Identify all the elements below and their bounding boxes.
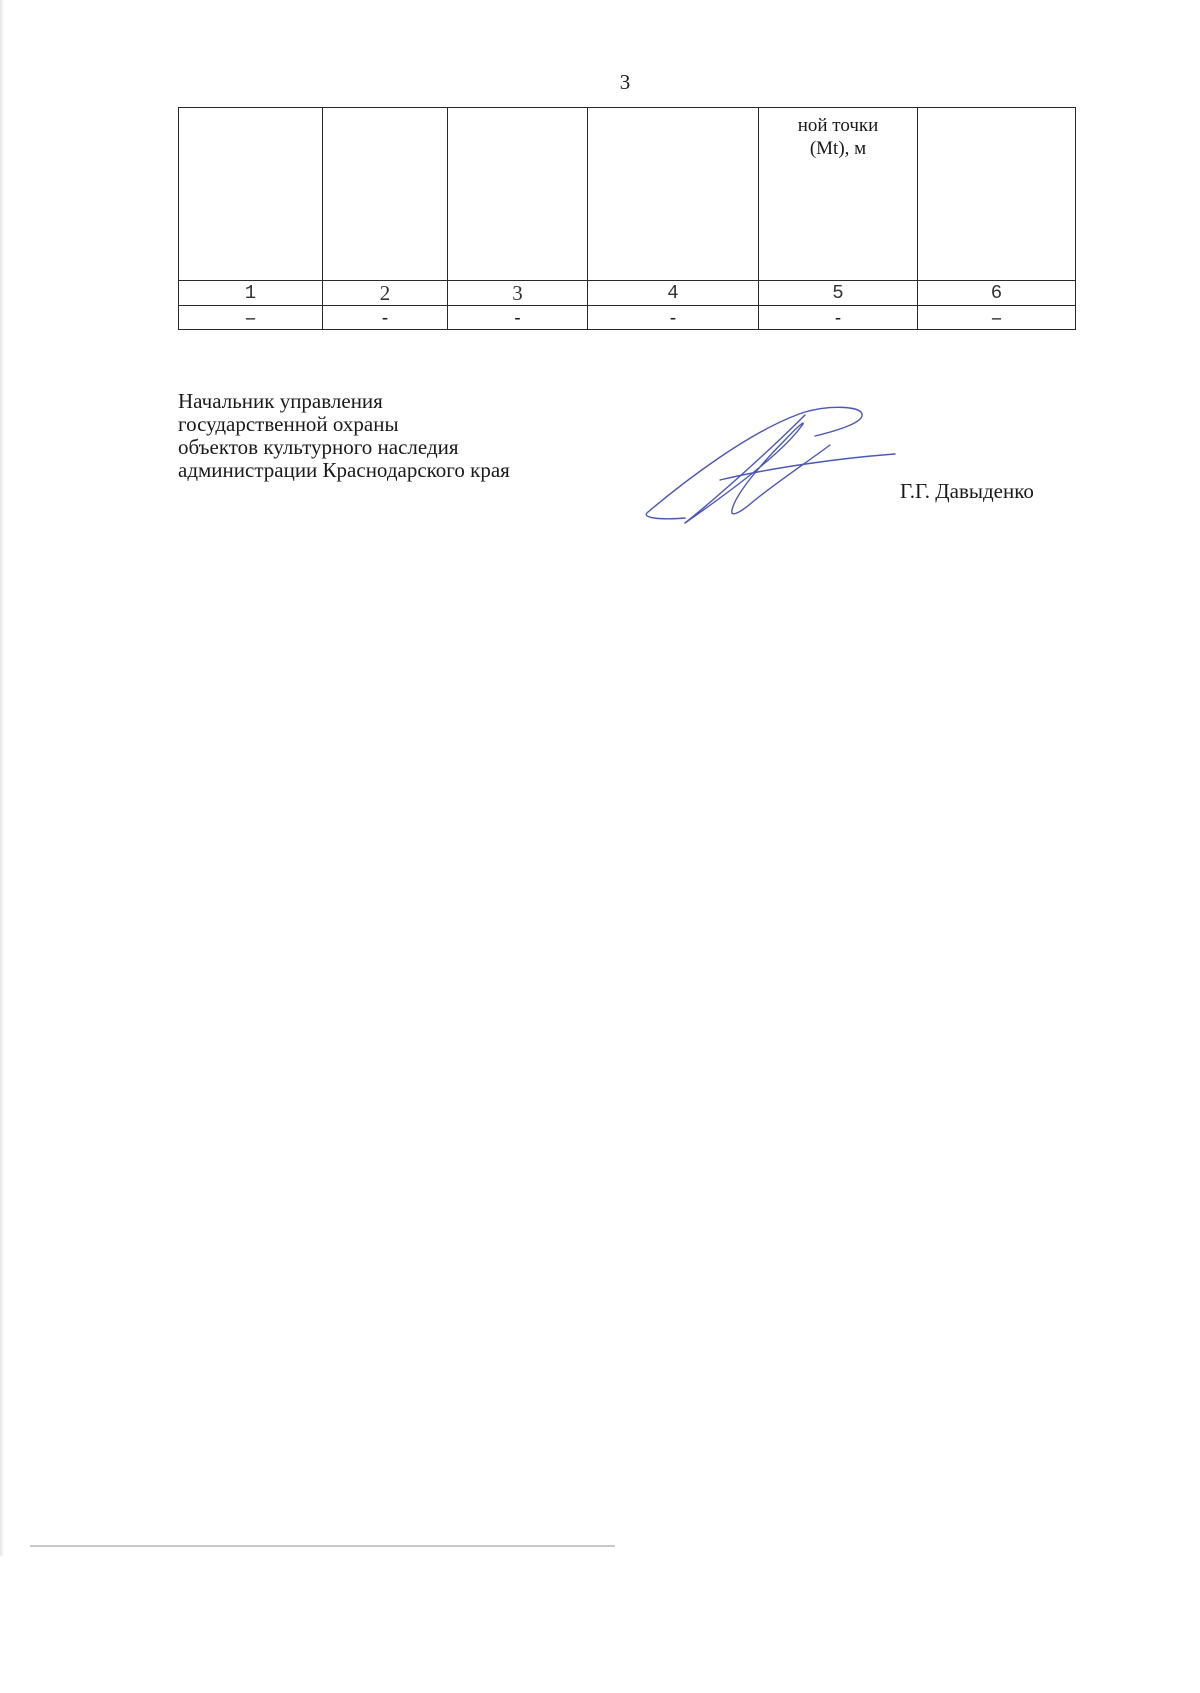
- table-header-row: [179, 108, 1076, 281]
- signer-position: [178, 390, 510, 482]
- column-number: 6: [918, 281, 1076, 306]
- scan-left-edge: [0, 0, 4, 1556]
- signer-position-line: объектов культурного наследия: [178, 435, 459, 459]
- table-cell: –: [179, 306, 323, 330]
- signer-position-line: Начальник управления: [178, 389, 383, 413]
- table-column-numbers-row: [179, 281, 1076, 306]
- table-cell: -: [759, 306, 918, 330]
- signer-position-line: администрации Краснодарского края: [178, 458, 510, 482]
- handwritten-signature: [640, 400, 910, 535]
- scan-bottom-edge: [30, 1545, 615, 1547]
- page-number: 3: [619, 70, 631, 94]
- header-cell: [448, 108, 588, 281]
- header-cell: [323, 108, 448, 281]
- signer-name: Г.Г. Давыденко: [900, 479, 1034, 503]
- signer-position-line: государственной охраны: [178, 412, 399, 436]
- table-cell: -: [323, 306, 448, 330]
- header-cell: [179, 108, 323, 281]
- table-row: [179, 306, 1076, 330]
- table-cell: -: [588, 306, 759, 330]
- column-number: 2: [323, 281, 448, 306]
- table-cell: -: [448, 306, 588, 330]
- column-number: 5: [759, 281, 918, 306]
- header-cell: [918, 108, 1076, 281]
- column-number: 1: [179, 281, 323, 306]
- coordinates-table: [178, 107, 1076, 330]
- column-number: 4: [588, 281, 759, 306]
- header-cell: [588, 108, 759, 281]
- header-cell-mean-error: ной точки (Mt), м: [759, 108, 918, 281]
- column-number: 3: [448, 281, 588, 306]
- table-cell: –: [918, 306, 1076, 330]
